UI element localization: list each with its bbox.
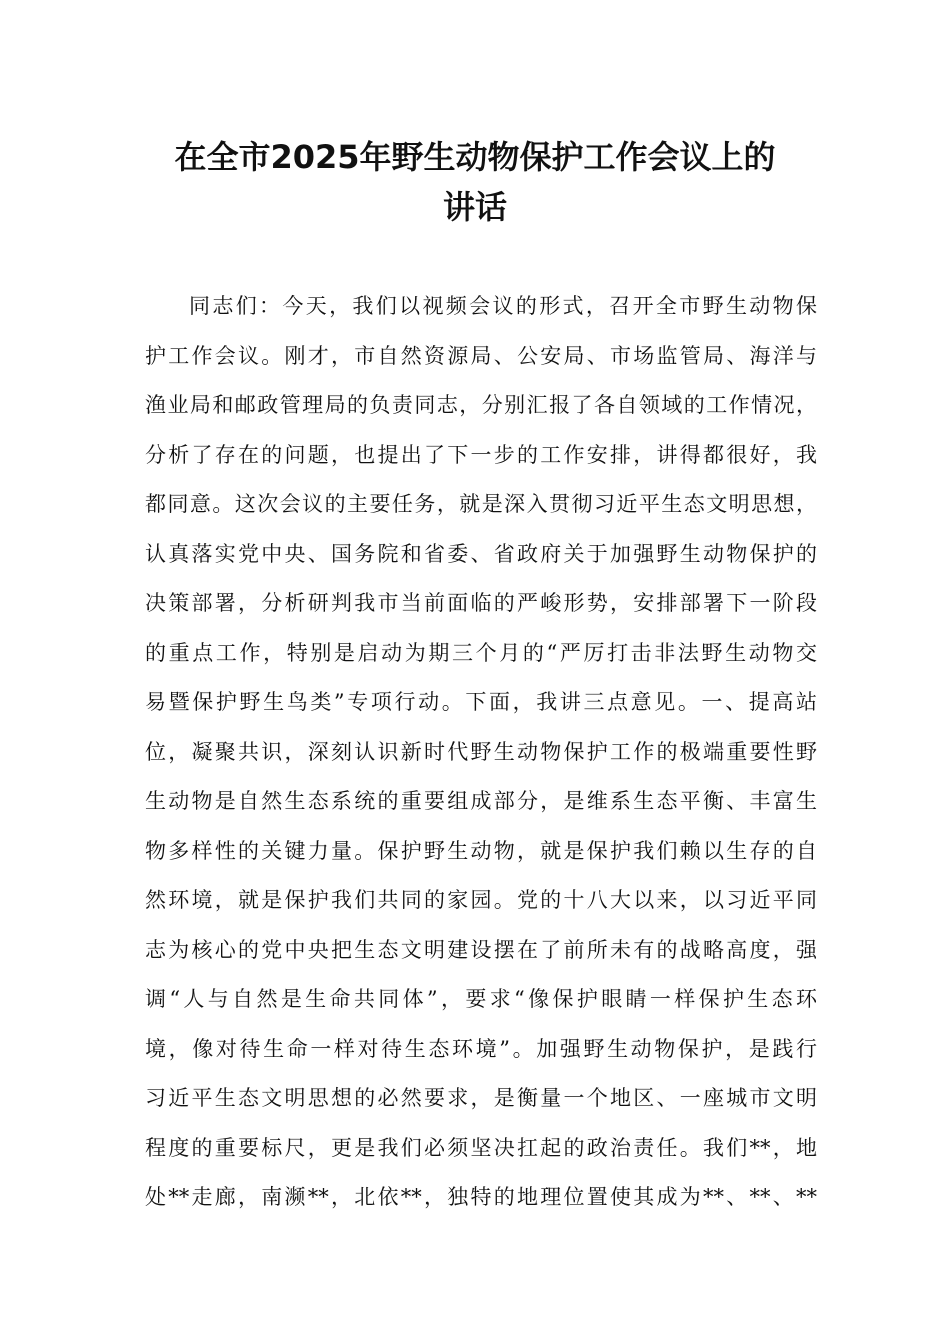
body-line: 都同意。这次会议的主要任务，就是深入贯彻习近平生态文明思想，	[145, 492, 817, 516]
title-line-2: 讲话	[442, 188, 507, 226]
body-line: 志为核心的党中央把生态文明建设摆在了前所未有的战略高度，强	[145, 937, 817, 962]
body-line: 位，凝聚共识，深刻认识新时代野生动物保护工作的极端重要性野	[145, 739, 817, 764]
body-line: 渔业局和邮政管理局的负责同志，分别汇报了各自领域的工作情况，	[145, 393, 817, 417]
body-line: 护工作会议。刚才，市自然资源局、公安局、市场监管局、海洋与	[145, 343, 817, 368]
document-body	[145, 282, 817, 1223]
body-line: 生动物是自然生态系统的重要组成部分，是维系生态平衡、丰富生	[145, 789, 817, 813]
body-line: 易暨保护野生鸟类”专项行动。下面，我讲三点意见。一、提高站	[145, 690, 817, 714]
title-line-1: 在全市2025年野生动物保护工作会议上的	[174, 138, 776, 176]
body-line: 境，像对待生命一样对待生态环境”。加强野生动物保护，是践行	[145, 1036, 817, 1061]
body-line: 调“人与自然是生命共同体”，要求“像保护眼睛一样保护生态环	[145, 987, 817, 1011]
body-line: 习近平生态文明思想的必然要求，是衡量一个地区、一座城市文明	[145, 1086, 817, 1110]
body-line: 的重点工作，特别是启动为期三个月的“严厉打击非法野生动物交	[145, 640, 817, 665]
body-line: 程度的重要标尺，更是我们必须坚决扛起的政治责任。我们**，地	[145, 1135, 817, 1160]
body-line: 决策部署，分析研判我市当前面临的严峻形势，安排部署下一阶段	[145, 591, 817, 615]
body-line: 同志们：今天，我们以视频会议的形式，召开全市野生动物保	[189, 294, 817, 318]
body-line: 物多样性的关键力量。保护野生动物，就是保护我们赖以生存的自	[145, 838, 817, 863]
body-line: 然环境，就是保护我们共同的家园。党的十八大以来，以习近平同	[145, 888, 817, 912]
document-title	[120, 132, 830, 232]
body-line: 认真落实党中央、国务院和省委、省政府关于加强野生动物保护的	[145, 541, 817, 566]
body-line: 处**走廊，南濒**，北依**，独特的地理位置使其成为**、**、**	[145, 1185, 817, 1209]
body-line: 分析了存在的问题，也提出了下一步的工作安排，讲得都很好，我	[145, 442, 817, 467]
